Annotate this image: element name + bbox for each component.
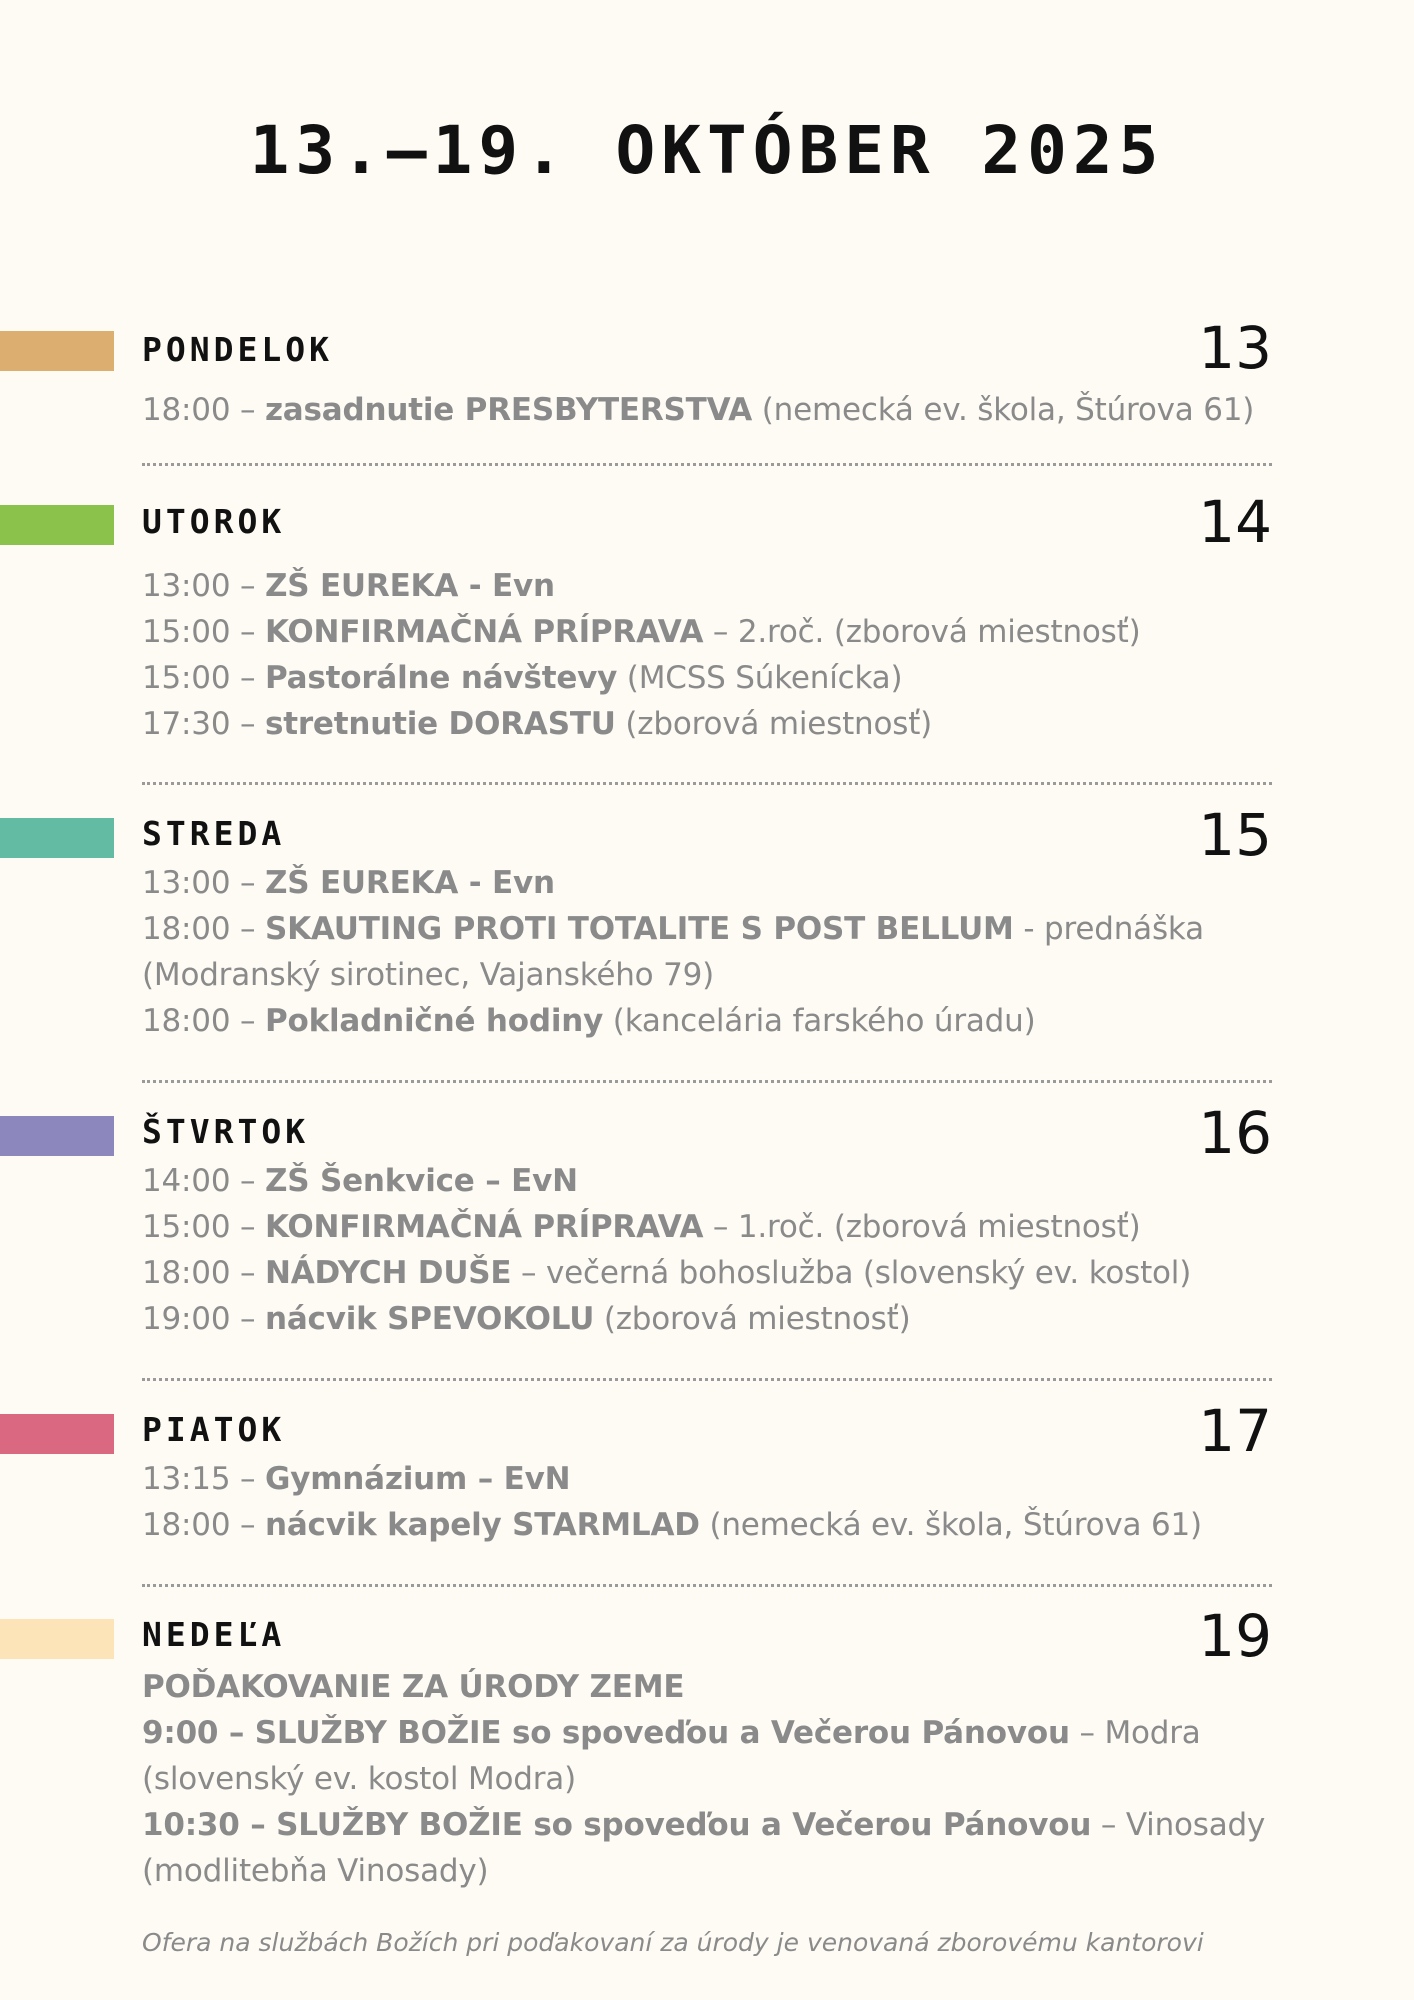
day-number: 16 — [1198, 1099, 1272, 1167]
page-title: 13.–19. OKTÓBER 2025 — [249, 112, 1165, 189]
event-line: 10:30 – SLUŽBY BOŽIE so spoveďou a Večerou Pánovou – Vinosady — [142, 1807, 1266, 1843]
event-line: 15:00 – KONFIRMAČNÁ PRÍPRAVA – 1.roč. (zborová miestnosť) — [142, 1209, 1141, 1245]
event-line: 15:00 – KONFIRMAČNÁ PRÍPRAVA – 2.roč. (zborová miestnosť) — [142, 614, 1141, 650]
event-line: 18:00 – NÁDYCH DUŠE – večerná bohoslužba (slovenský ev. kostol) — [142, 1255, 1192, 1291]
event-line: (modlitebňa Vinosady) — [142, 1853, 489, 1889]
event-line: 15:00 – Pastorálne návštevy (MCSS Súkenícka) — [142, 660, 903, 696]
day-number: 15 — [1198, 801, 1272, 869]
color-bar — [0, 331, 114, 371]
day-name: PIATOK — [142, 1410, 286, 1449]
day-name: STREDA — [142, 814, 286, 853]
divider — [142, 1080, 1272, 1083]
footer-note: Ofera na službách Božích pri poďakovaní za úrody je venovaná zborovému kantorovi — [142, 1928, 1204, 1957]
divider — [142, 1378, 1272, 1381]
day-name: ŠTVRTOK — [142, 1112, 310, 1151]
event-line: POĎAKOVANIE ZA ÚRODY ZEME — [142, 1669, 685, 1705]
event-line: (slovenský ev. kostol Modra) — [142, 1761, 576, 1797]
day-number: 17 — [1198, 1397, 1272, 1465]
day-name: PONDELOK — [142, 330, 333, 369]
day-name: UTOROK — [142, 502, 286, 541]
event-line: 13:15 – Gymnázium – EvN — [142, 1461, 571, 1497]
event-line: 17:30 – stretnutie DORASTU (zborová miestnosť) — [142, 706, 933, 742]
event-line: 18:00 – nácvik kapely STARMLAD (nemecká ev. škola, Štúrova 61) — [142, 1507, 1202, 1543]
event-line: 14:00 – ZŠ Šenkvice – EvN — [142, 1163, 578, 1199]
event-line: (Modranský sirotinec, Vajanského 79) — [142, 957, 715, 993]
color-bar — [0, 505, 114, 545]
event-line: 13:00 – ZŠ EUREKA - Evn — [142, 568, 555, 604]
color-bar — [0, 818, 114, 858]
color-bar — [0, 1116, 114, 1156]
day-number: 13 — [1198, 314, 1272, 382]
day-number: 14 — [1198, 488, 1272, 556]
event-line: 19:00 – nácvik SPEVOKOLU (zborová miestnosť) — [142, 1301, 911, 1337]
event-line: 18:00 – SKAUTING PROTI TOTALITE S POST BELLUM - prednáška — [142, 911, 1204, 947]
event-line: 9:00 – SLUŽBY BOŽIE so spoveďou a Večerou Pánovou – Modra — [142, 1715, 1201, 1751]
divider — [142, 463, 1272, 466]
day-name: NEDEĽA — [142, 1615, 286, 1654]
color-bar — [0, 1619, 114, 1659]
event-line: 13:00 – ZŠ EUREKA - Evn — [142, 865, 555, 901]
event-line: 18:00 – zasadnutie PRESBYTERSTVA (nemecká ev. škola, Štúrova 61) — [142, 392, 1255, 428]
event-line: 18:00 – Pokladničné hodiny (kancelária farského úradu) — [142, 1003, 1036, 1039]
color-bar — [0, 1414, 114, 1454]
divider — [142, 782, 1272, 785]
day-number: 19 — [1198, 1602, 1272, 1670]
divider — [142, 1584, 1272, 1587]
